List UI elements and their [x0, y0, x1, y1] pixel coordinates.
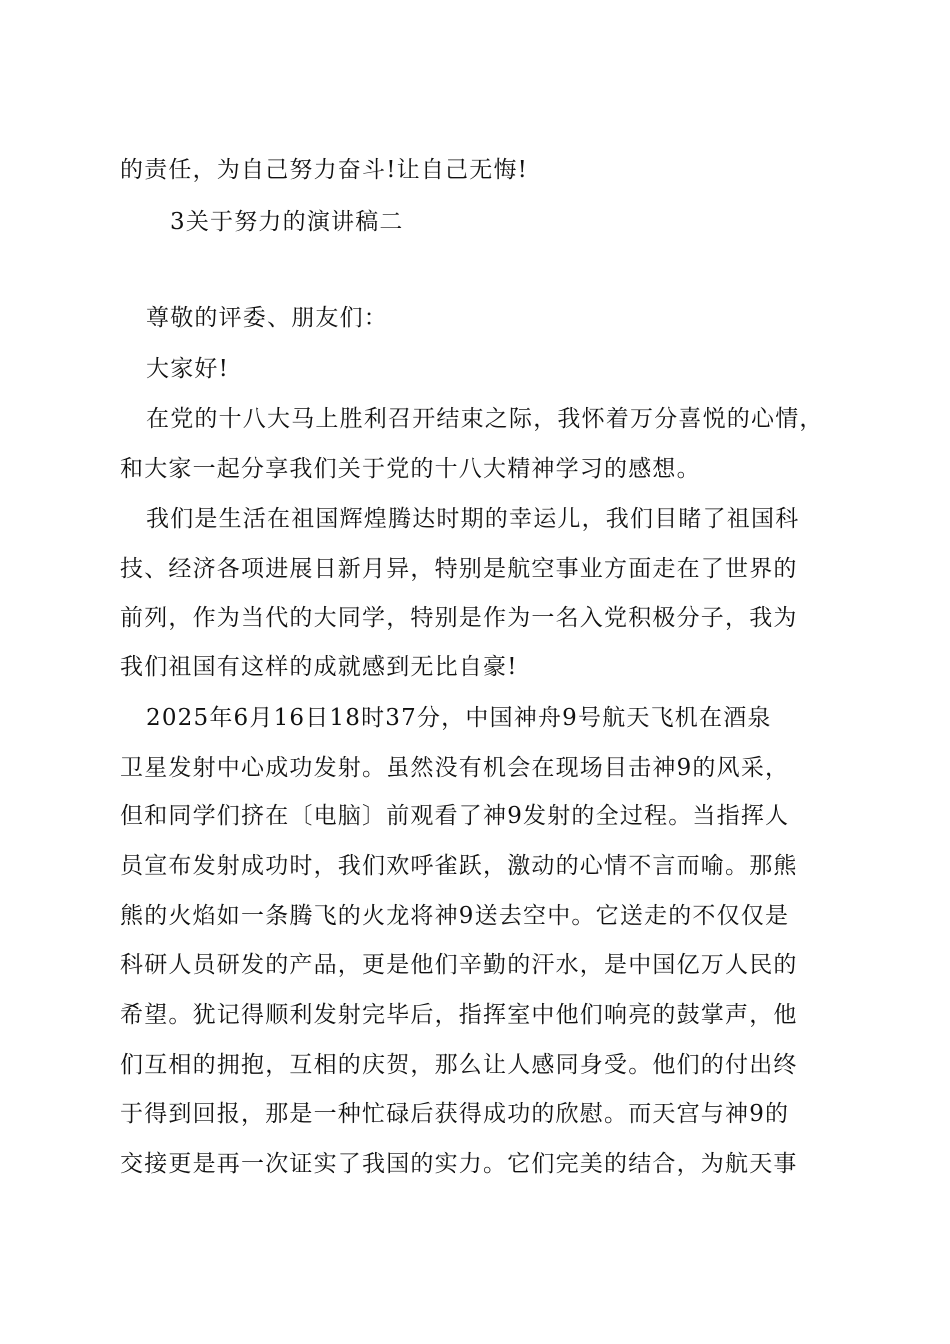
paragraph-line: 科研人员研发的产品，更是他们辛勤的汗水，是中国亿万人民的 [120, 952, 798, 978]
paragraph-line: 在党的十八大马上胜利召开结束之际，我怀着万分喜悦的心情， [146, 406, 824, 432]
paragraph-line: 2025年6月16日18时37分，中国神舟9号航天飞机在酒泉 [146, 705, 772, 731]
paragraph-line: 员宣布发射成功时，我们欢呼雀跃，激动的心情不言而喻。那熊 [120, 853, 798, 879]
paragraph-line: 前列，作为当代的大同学，特别是作为一名入党积极分子，我为 [120, 605, 798, 631]
paragraph-line: 我们祖国有这样的成就感到无比自豪! [120, 654, 518, 680]
paragraph-line: 熊的火焰如一条腾飞的火龙将神9送去空中。它送走的不仅仅是 [120, 903, 790, 929]
paragraph-line: 技、经济各项进展日新月异，特别是航空事业方面走在了世界的 [120, 556, 798, 582]
paragraph-line: 于得到回报，那是一种忙碌后获得成功的欣慰。而天宫与神9的 [120, 1101, 790, 1127]
paragraph-line: 卫星发射中心成功发射。虽然没有机会在现场目击神9的风采， [120, 755, 790, 781]
section-heading: 3关于努力的演讲稿二 [170, 209, 404, 235]
paragraph-line: 和大家一起分享我们关于党的十八大精神学习的感想。 [120, 456, 701, 482]
greeting: 大家好! [146, 356, 230, 382]
salutation: 尊敬的评委、朋友们： [146, 305, 388, 331]
paragraph-line: 们互相的拥抱，互相的庆贺，那么让人感同身受。他们的付出终 [120, 1052, 798, 1078]
paragraph-line: 的责任，为自己努力奋斗!让自己无悔! [120, 157, 529, 183]
paragraph-line: 交接更是再一次证实了我国的实力。它们完美的结合，为航天事 [120, 1151, 798, 1177]
paragraph-line: 但和同学们挤在〔电脑〕前观看了神9发射的全过程。当指挥人 [120, 803, 790, 829]
paragraph-line: 希望。犹记得顺利发射完毕后，指挥室中他们响亮的鼓掌声，他 [120, 1002, 798, 1028]
paragraph-line: 我们是生活在祖国辉煌腾达时期的幸运儿，我们目睹了祖国科 [146, 506, 800, 532]
